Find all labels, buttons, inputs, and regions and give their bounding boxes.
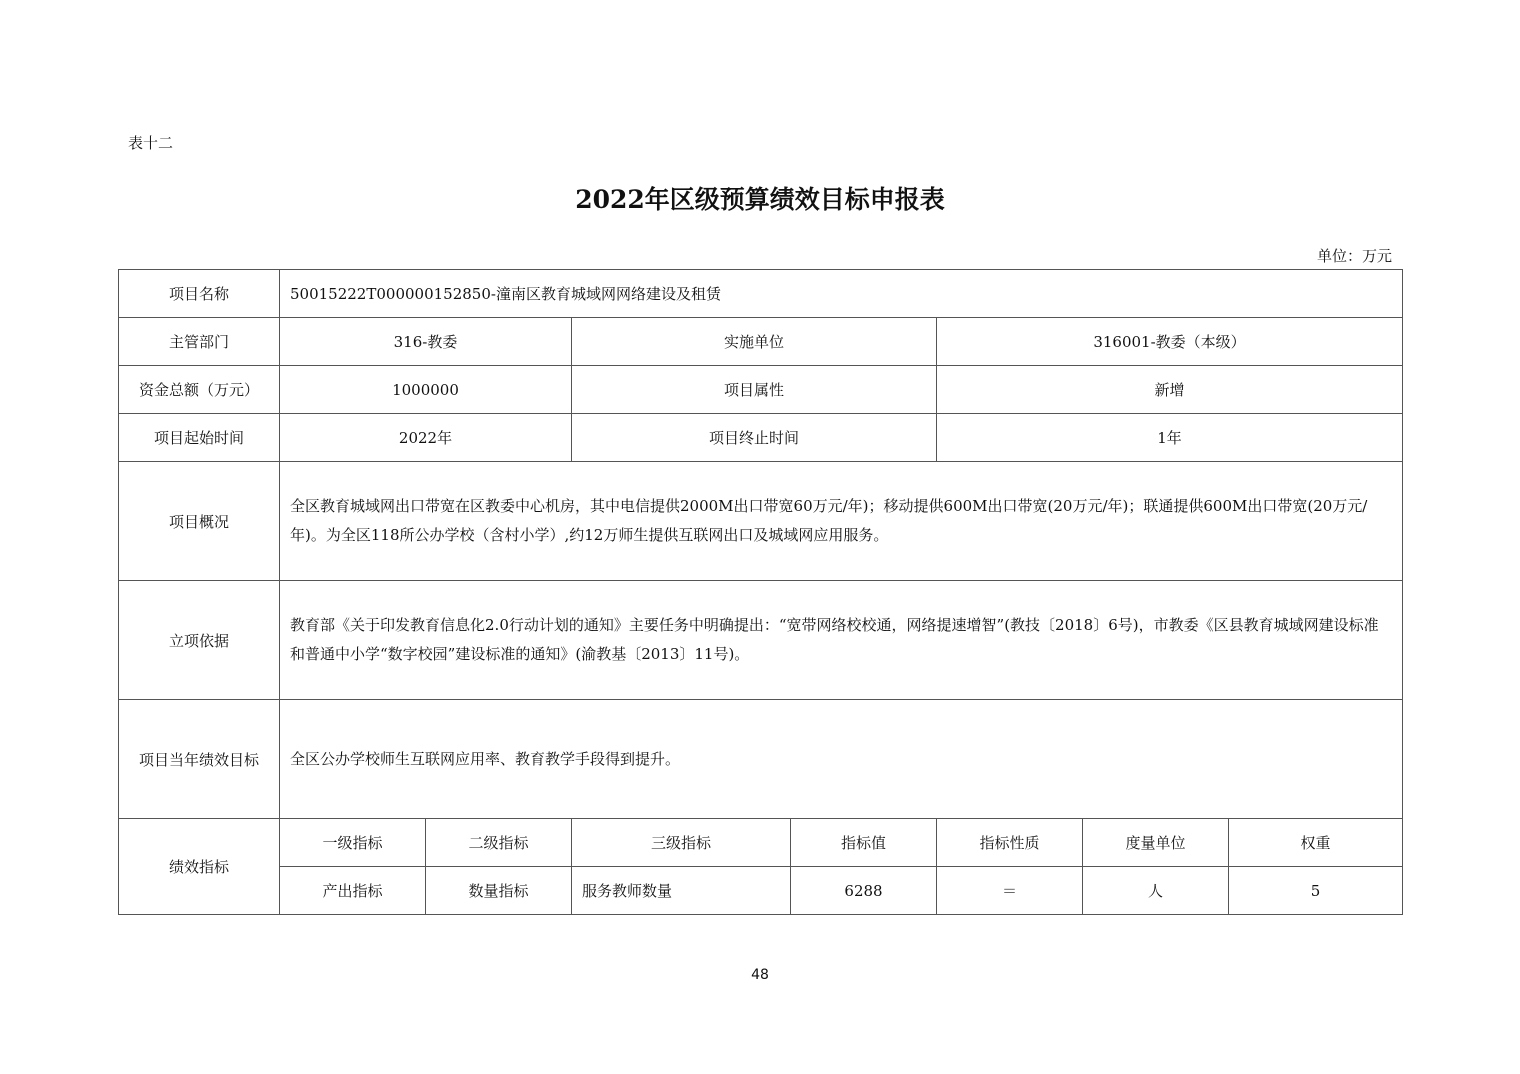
row-overview	[119, 462, 1403, 581]
indicator-level3: 服务教师数量	[572, 867, 791, 915]
header-level2: 二级指标	[426, 819, 572, 867]
header-level1: 一级指标	[280, 819, 426, 867]
annual-goal-label: 项目当年绩效目标	[119, 700, 280, 819]
project-name-value: 50015222T000000152850-潼南区教育城域网网络建设及租赁	[280, 270, 1403, 318]
row-basis	[119, 581, 1403, 700]
implementing-unit-label: 实施单位	[572, 318, 937, 366]
row-annual-goal	[119, 700, 1403, 819]
indicator-weight: 5	[1229, 867, 1403, 915]
table-number-label: 表十二	[128, 134, 174, 152]
header-nature: 指标性质	[937, 819, 1083, 867]
row-time	[119, 414, 1403, 462]
table-row	[119, 867, 1403, 915]
project-attribute-value: 新增	[937, 366, 1403, 414]
unit-note: 单位：万元	[1316, 247, 1392, 265]
page-number: 48	[751, 967, 769, 983]
basis-value: 教育部《关于印发教育信息化2.0行动计划的通知》主要任务中明确提出：“宽带网络校校通，网络提速增智”(教技〔2018〕6号)，市教委《区县教育城域网建设标准和普通中小学“数字校园”建设标准的通知》(渝教基〔2013〕11号)。	[280, 581, 1403, 700]
budget-performance-table	[118, 269, 1403, 915]
end-time-value: 1年	[937, 414, 1403, 462]
indicator-unit: 人	[1083, 867, 1229, 915]
overview-label: 项目概况	[119, 462, 280, 581]
header-unit: 度量单位	[1083, 819, 1229, 867]
indicator-level2: 数量指标	[426, 867, 572, 915]
basis-label: 立项依据	[119, 581, 280, 700]
row-project-name	[119, 270, 1403, 318]
overview-value: 全区教育城域网出口带宽在区教委中心机房，其中电信提供2000M出口带宽60万元/年)；移动提供600M出口带宽(20万元/年)；联通提供600M出口带宽(20万元/年)。为全区118所公办学校（含村小学）,约12万师生提供互联网出口及城域网应用服务。	[280, 462, 1403, 581]
indicator-value: 6288	[791, 867, 937, 915]
project-attribute-label: 项目属性	[572, 366, 937, 414]
implementing-unit-value: 316001-教委（本级）	[937, 318, 1403, 366]
project-name-label: 项目名称	[119, 270, 280, 318]
start-time-label: 项目起始时间	[119, 414, 280, 462]
end-time-label: 项目终止时间	[572, 414, 937, 462]
indicator-nature: ＝	[937, 867, 1083, 915]
row-department	[119, 318, 1403, 366]
department-label: 主管部门	[119, 318, 280, 366]
fund-total-value: 1000000	[280, 366, 572, 414]
indicator-header-row	[119, 819, 1403, 867]
department-value: 316-教委	[280, 318, 572, 366]
indicator-level1: 产出指标	[280, 867, 426, 915]
header-value: 指标值	[791, 819, 937, 867]
fund-total-label: 资金总额（万元）	[119, 366, 280, 414]
row-fund	[119, 366, 1403, 414]
indicators-section-label: 绩效指标	[119, 819, 280, 915]
header-level3: 三级指标	[572, 819, 791, 867]
start-time-value: 2022年	[280, 414, 572, 462]
document-title: 2022年区级预算绩效目标申报表	[575, 185, 945, 214]
annual-goal-value: 全区公办学校师生互联网应用率、教育教学手段得到提升。	[280, 700, 1403, 819]
header-weight: 权重	[1229, 819, 1403, 867]
